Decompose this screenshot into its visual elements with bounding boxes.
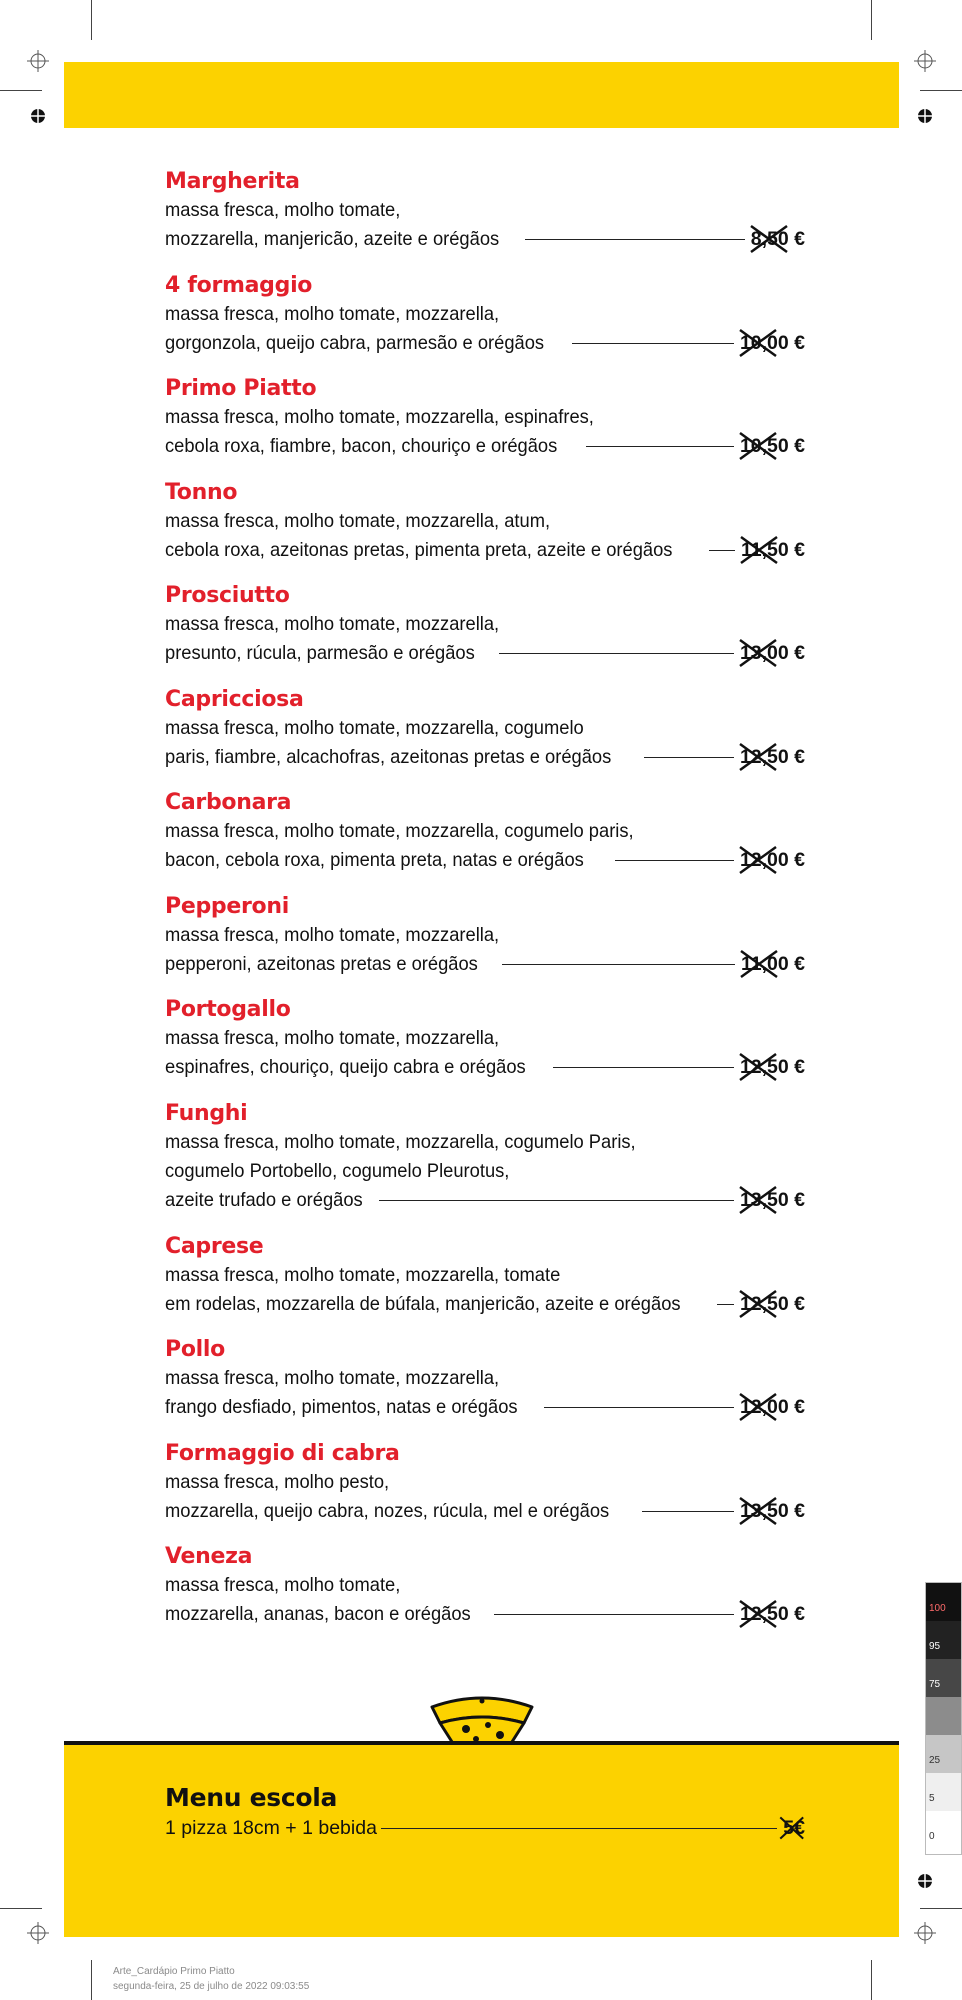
menu-item-description: pepperoni, azeitonas pretas e orégãos — [165, 952, 478, 975]
menu-item-description: cebola roxa, azeitonas pretas, pimenta preta, azeite e orégãos — [165, 538, 673, 561]
menu-item-price — [741, 539, 805, 562]
leader-line — [572, 343, 734, 344]
price-text: 12,50 € — [739, 745, 805, 768]
menu-item-description: massa fresca, molho tomate, mozzarella, — [165, 923, 500, 946]
menu-item-name: Carbonara — [165, 790, 292, 815]
menu-item — [165, 272, 805, 376]
menu-item — [165, 893, 805, 997]
price-text: 12,00 € — [739, 849, 805, 871]
trim-mark — [920, 90, 962, 91]
menu-item-description: massa fresca, molho tomate, mozzarella, cogumelo — [165, 716, 584, 739]
leader-line — [525, 239, 745, 240]
leader-line — [615, 860, 734, 861]
menu-item-name: Prosciutto — [165, 583, 290, 608]
menu-item-description: massa fresca, molho tomate, mozzarella, — [165, 613, 500, 635]
footer-date: segunda-feira, 25 de julho de 2022 09:03:55 — [113, 1981, 310, 1992]
menu-item-name: Formaggio di cabra — [165, 1440, 400, 1466]
menu-item — [165, 479, 805, 583]
color-swatch — [926, 1583, 961, 1621]
menu-item-description: presunto, rúcula, parmesão e orégãos — [165, 642, 475, 664]
menu-escola-price — [783, 1817, 805, 1840]
price-text: 12,50 € — [739, 1292, 805, 1315]
menu-escola — [165, 1782, 805, 1843]
menu-item-description: massa fresca, molho tomate, mozzarella, cogumelo Paris, — [165, 1130, 636, 1153]
menu-item-description: mozzarella, ananas, bacon e orégãos — [165, 1603, 471, 1625]
menu-item-name: Tonno — [165, 479, 238, 505]
price-text: 8,50 € — [750, 228, 805, 250]
menu-item-description: massa fresca, molho tomate, mozzarella, — [165, 1367, 500, 1389]
menu-item-price — [740, 746, 805, 769]
menu-item-price-row — [165, 1053, 805, 1082]
menu-item-price-row — [165, 1497, 805, 1526]
menu-item-name: Margherita — [165, 169, 300, 194]
trim-mark — [871, 1960, 872, 2000]
menu-item-name: Caprese — [165, 1233, 264, 1259]
menu-item-description: paris, fiambre, alcachofras, azeitonas pretas e orégãos — [165, 745, 612, 768]
price-text: 13,00 € — [739, 642, 805, 664]
color-swatch — [926, 1773, 961, 1811]
menu-escola-desc: 1 pizza 18cm + 1 bebida — [165, 1817, 377, 1839]
color-swatch — [926, 1735, 961, 1773]
menu-item-name: Primo Piatto — [165, 376, 317, 401]
trim-mark — [91, 1960, 92, 2000]
menu-item — [165, 1336, 805, 1440]
leader-line — [709, 550, 735, 551]
menu-escola-title: Menu escola — [165, 1783, 338, 1812]
menu-item-description: massa fresca, molho tomate, — [165, 1574, 401, 1596]
menu-item-description: mozzarella, queijo cabra, nozes, rúcula, mel e orégãos — [165, 1499, 610, 1522]
menu-item-price — [740, 1293, 805, 1316]
menu-item-description: em rodelas, mozzarella de búfala, manjericão, azeite e orégãos — [165, 1292, 681, 1315]
trim-mark — [91, 0, 92, 40]
price-text: 10,50 € — [739, 435, 805, 457]
price-text: 5€ — [783, 1817, 805, 1839]
menu-item-description: frango desfiado, pimentos, natas e orégãos — [165, 1396, 518, 1418]
swatch-label: 100 — [929, 1603, 946, 1614]
menu-item-price-row — [165, 743, 805, 772]
menu-item-price-row — [165, 329, 805, 358]
trim-mark — [920, 1908, 962, 1909]
menu-item-price-row — [165, 1290, 805, 1319]
menu-item-price — [740, 435, 805, 458]
leader-line — [381, 1828, 777, 1829]
menu-item-name: Pepperoni — [165, 893, 289, 919]
leader-line — [544, 1407, 734, 1408]
menu-item — [165, 996, 805, 1100]
menu-item-description: massa fresca, molho tomate, mozzarella, atum, — [165, 509, 551, 532]
color-swatch — [926, 1811, 961, 1849]
color-swatch — [926, 1697, 961, 1735]
menu-item-name: Funghi — [165, 1100, 248, 1126]
leader-line — [379, 1200, 734, 1201]
menu-item — [165, 686, 805, 790]
menu-item-price-row — [165, 950, 805, 979]
file-footer — [113, 1964, 309, 1994]
menu-item — [165, 1543, 805, 1647]
menu-item-price-row — [165, 1186, 805, 1215]
price-text: 11,00 € — [741, 952, 805, 975]
color-swatch — [926, 1659, 961, 1697]
menu-item-price — [740, 1396, 805, 1419]
leader-line — [717, 1304, 733, 1305]
menu-item — [165, 1440, 805, 1544]
menu-item — [165, 582, 805, 686]
menu-item-description: massa fresca, molho pesto, — [165, 1470, 390, 1493]
menu-item-price — [740, 849, 805, 872]
price-text: 12,50 € — [739, 1056, 805, 1078]
price-text: 10,00 € — [739, 331, 805, 354]
trim-mark — [0, 90, 42, 91]
menu-item-price — [740, 1056, 805, 1079]
menu-item — [165, 168, 805, 272]
registration-mark-icon — [914, 1870, 936, 1892]
menu-item-price-row — [165, 1393, 805, 1422]
menu-item-description: massa fresca, molho tomate, mozzarella, — [165, 1027, 500, 1049]
menu-item-name: Portogallo — [165, 997, 291, 1022]
price-text: 12,00 € — [739, 1396, 805, 1418]
registration-mark-icon — [914, 1922, 936, 1944]
price-text: 11,50 € — [741, 538, 805, 561]
swatch-label: 0 — [929, 1831, 935, 1842]
color-control-strip — [925, 1582, 962, 1855]
menu-item-price — [740, 1603, 805, 1626]
menu-item-description: massa fresca, molho tomate, — [165, 199, 401, 221]
menu-item-name: Capricciosa — [165, 686, 304, 712]
menu-item-description: gorgonzola, queijo cabra, parmesão e orégãos — [165, 331, 545, 354]
price-text: 12,50 € — [739, 1603, 805, 1625]
trim-mark — [871, 0, 872, 40]
menu-item-description: espinafres, chouriço, queijo cabra e orégãos — [165, 1056, 526, 1078]
menu-item-price — [740, 332, 805, 355]
menu-item-description: massa fresca, molho tomate, mozzarella, tomate — [165, 1263, 561, 1286]
leader-line — [586, 446, 734, 447]
menu-item-price-row — [165, 846, 805, 875]
menu-item-price-row — [165, 432, 805, 461]
swatch-label: 95 — [929, 1641, 941, 1652]
registration-mark-icon — [914, 105, 936, 127]
registration-mark-icon — [27, 50, 49, 72]
header-band — [64, 62, 899, 128]
leader-line — [499, 653, 734, 654]
menu-item — [165, 375, 805, 479]
menu-item-description: massa fresca, molho tomate, mozzarella, espinafres, — [165, 406, 594, 428]
menu-item — [165, 789, 805, 893]
menu-item-name: Veneza — [165, 1544, 253, 1569]
menu-item-price — [740, 642, 805, 665]
menu-item-description: cebola roxa, fiambre, bacon, chouriço e orégãos — [165, 435, 558, 457]
swatch-label: 75 — [929, 1679, 941, 1690]
menu-item-description: massa fresca, molho tomate, mozzarella, — [165, 302, 500, 325]
leader-line — [642, 1511, 734, 1512]
leader-line — [494, 1614, 734, 1615]
menu-item-description: massa fresca, molho tomate, mozzarella, cogumelo paris, — [165, 820, 634, 842]
menu-item-price — [741, 953, 805, 976]
menu-item-price-row — [165, 639, 805, 668]
menu-item-description: mozzarella, manjericão, azeite e orégãos — [165, 228, 500, 250]
menu-item-price-row — [165, 1600, 805, 1629]
menu-item — [165, 1100, 805, 1233]
menu-item-description: cogumelo Portobello, cogumelo Pleurotus, — [165, 1159, 510, 1182]
leader-line — [553, 1067, 734, 1068]
leader-line — [644, 757, 734, 758]
color-swatch — [926, 1621, 961, 1659]
swatch-label: 25 — [929, 1755, 941, 1766]
registration-mark-icon — [914, 50, 936, 72]
price-text: 13,50 € — [739, 1499, 805, 1522]
menu-item-description: azeite trufado e orégãos — [165, 1188, 363, 1211]
menu-item-price-row — [165, 225, 805, 254]
menu-item-price — [740, 1500, 805, 1523]
menu-item-description: bacon, cebola roxa, pimenta preta, natas e orégãos — [165, 849, 584, 871]
pizza-slice-icon — [426, 1693, 538, 1747]
registration-mark-icon — [27, 105, 49, 127]
menu-item-price-row — [165, 536, 805, 565]
menu-item — [165, 1233, 805, 1337]
menu-item-name: Pollo — [165, 1337, 225, 1362]
pizza-menu-list — [165, 168, 805, 1647]
footer-filename: Arte_Cardápio Primo Piatto — [113, 1966, 235, 1977]
price-text: 13,50 € — [739, 1188, 805, 1211]
swatch-label: 5 — [929, 1793, 935, 1804]
trim-mark — [0, 1908, 42, 1909]
registration-mark-icon — [27, 1922, 49, 1944]
menu-item-price — [740, 1189, 805, 1212]
menu-item-price — [751, 228, 805, 251]
leader-line — [502, 964, 735, 965]
menu-item-name: 4 formaggio — [165, 272, 313, 298]
